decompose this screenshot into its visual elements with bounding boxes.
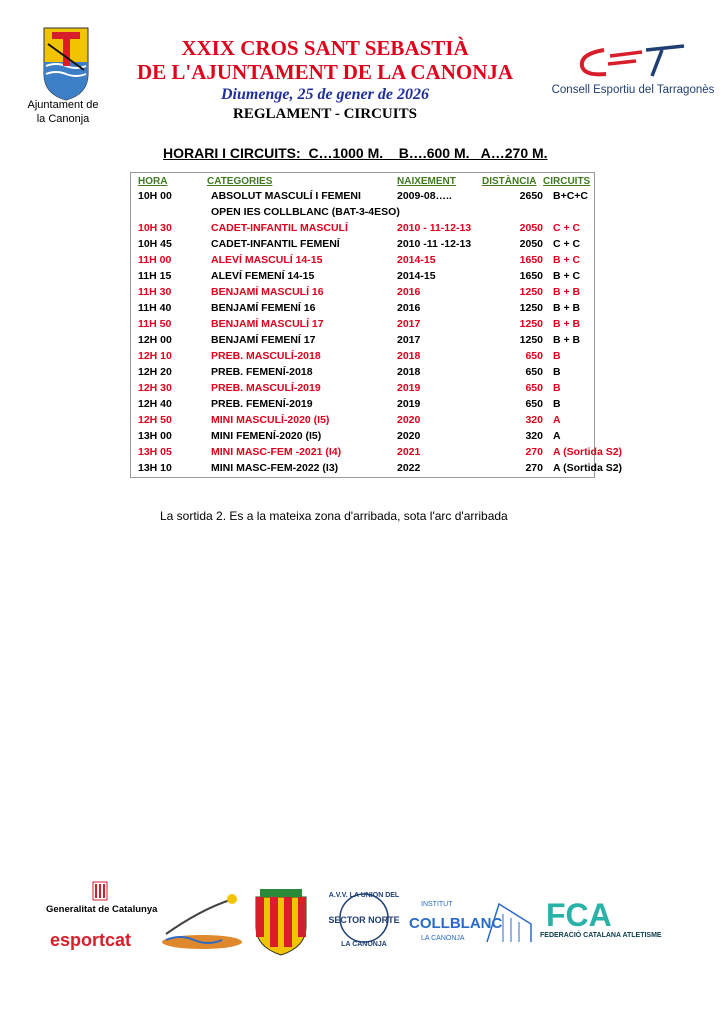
cell-hora: 12H 10 <box>138 350 172 362</box>
collblanc-top-text: INSTITUT <box>421 901 453 908</box>
collblanc-bottom-text: LA CANONJA <box>421 935 465 942</box>
table-row <box>131 462 623 478</box>
cell-circuits: B + B <box>553 318 581 330</box>
document-type: REGLAMENT - CIRCUITS <box>233 106 417 122</box>
cell-naixement: 2016 <box>397 286 421 298</box>
cell-distancia: 1250 <box>519 318 543 330</box>
header-circuits: CIRCUITS <box>543 176 591 187</box>
start-note: La sortida 2. Es a la mateixa zona d'arribada, sota l'arc d'arribada <box>160 509 508 523</box>
cell-distancia: 650 <box>525 382 543 394</box>
table-row <box>131 222 594 238</box>
cell-categoria: BENJAMÍ MASCULÍ 16 <box>211 286 324 298</box>
cell-distancia: 1650 <box>519 254 543 266</box>
consell-esportiu-caption: Consell Esportiu del Tarragonès <box>551 84 715 96</box>
table-row <box>131 254 594 270</box>
event-date: Diumenge, 25 de gener de 2026 <box>221 86 429 103</box>
cell-hora: 10H 45 <box>138 238 172 250</box>
cell-categoria: CADET-INFANTIL FEMENÍ <box>211 238 340 250</box>
table-row <box>131 414 594 430</box>
cell-categoria: MINI MASC-FEM -2021 (I4) <box>211 446 342 458</box>
cell-hora: 11H 15 <box>138 270 172 282</box>
esportcat-logo <box>50 930 131 951</box>
cell-hora: 13H 10 <box>138 462 172 474</box>
cell-categoria: ALEVÍ MASCULÍ 14-15 <box>211 254 323 266</box>
cell-naixement: 2017 <box>397 334 421 346</box>
cell-categoria: ABSOLUT MASCULÍ I FEMENI <box>211 190 361 202</box>
cell-categoria: MINI MASCULÍ-2020 (I5) <box>211 414 330 426</box>
cell-hora: 12H 50 <box>138 414 172 426</box>
fca-caption: FEDERACIÓ CATALANA ATLETISME <box>540 932 662 939</box>
cell-circuits: C + C <box>553 238 581 250</box>
cell-categoria: BENJAMÍ FEMENÍ 16 <box>211 302 316 314</box>
cell-distancia: 1250 <box>519 334 543 346</box>
cell-naixement: 2020 <box>397 430 421 442</box>
cell-distancia: 650 <box>525 366 543 378</box>
consell-esportiu-logo <box>572 42 692 82</box>
cell-circuits: A (Sortida S2) <box>553 446 623 458</box>
sector-label: SECTOR NORTE <box>328 915 400 925</box>
cell-naixement: 2009-08….. <box>397 190 452 202</box>
cell-categoria: CADET-INFANTIL MASCULÍ <box>211 222 348 234</box>
cell-naixement: 2010 - 11-12-13 <box>397 222 472 234</box>
table-row <box>131 318 594 334</box>
cell-circuits: A <box>553 430 561 442</box>
header-hora: HORA <box>138 176 168 187</box>
header-distancia: DISTÀNCIA <box>482 176 537 187</box>
ajuntament-caption-line1: Ajuntament de <box>27 99 99 111</box>
cell-hora: 12H 20 <box>138 366 172 378</box>
cell-circuits: B + B <box>553 286 581 298</box>
cell-distancia: 2650 <box>519 190 543 202</box>
table-row <box>131 350 594 366</box>
cell-naixement: 2021 <box>397 446 421 458</box>
cell-hora: 11H 00 <box>138 254 172 266</box>
cell-naixement: 2014-15 <box>397 270 436 282</box>
cell-categoria: OPEN IES COLLBLANC (BAT-3-4ESO) <box>211 206 400 218</box>
canonja-shield-logo <box>250 887 312 957</box>
table-row <box>131 302 594 318</box>
event-title-line2: DE L'AJUNTAMENT DE LA CANONJA <box>136 60 514 84</box>
cell-distancia: 320 <box>525 414 543 426</box>
header-naixement: NAIXEMENT <box>397 176 456 187</box>
cell-naixement: 2022 <box>397 462 421 474</box>
table-row <box>131 270 594 286</box>
cell-hora: 12H 40 <box>138 398 172 410</box>
generalitat-label: Generalitat de Catalunya <box>46 904 158 915</box>
cell-naixement: 2014-15 <box>397 254 436 266</box>
cell-distancia: 650 <box>525 398 543 410</box>
ajuntament-caption <box>14 98 112 126</box>
sector-top-text: A.V.V. LA UNION DEL <box>328 892 400 899</box>
cell-distancia: 1650 <box>519 270 543 282</box>
cell-naixement: 2018 <box>397 366 421 378</box>
cell-circuits: A <box>553 414 561 426</box>
cell-distancia: 2050 <box>519 238 543 250</box>
event-title-line1: XXIX CROS SANT SEBASTIÀ <box>181 36 469 60</box>
collblanc-label: COLLBLANC <box>409 915 503 932</box>
cell-distancia: 2050 <box>519 222 543 234</box>
cell-categoria: PREB. FEMENÍ-2019 <box>211 398 313 410</box>
fca-label: FCA <box>546 897 612 933</box>
cell-hora: 11H 50 <box>138 318 172 330</box>
cell-circuits: B + B <box>553 302 581 314</box>
cell-hora: 12H 30 <box>138 382 172 394</box>
sector-norte-logo <box>326 888 402 950</box>
cell-categoria: PREB. MASCULÍ-2018 <box>211 350 321 362</box>
table-row <box>131 366 594 382</box>
cell-circuits: B <box>553 382 561 394</box>
sector-bottom-text: LA CANONJA <box>341 941 387 948</box>
table-row <box>131 382 594 398</box>
cell-distancia: 1250 <box>519 302 543 314</box>
cell-distancia: 1250 <box>519 286 543 298</box>
cell-circuits: B + B <box>553 334 581 346</box>
table-row <box>131 430 594 446</box>
table-row <box>131 190 594 206</box>
cell-naixement: 2019 <box>397 398 421 410</box>
cell-hora: 11H 30 <box>138 286 172 298</box>
table-row <box>131 206 594 222</box>
cell-hora: 13H 00 <box>138 430 172 442</box>
cell-naixement: 2018 <box>397 350 421 362</box>
cell-hora: 13H 05 <box>138 446 172 458</box>
header-categories: CATEGORIES <box>207 176 273 187</box>
cell-categoria: PREB. FEMENÍ-2018 <box>211 366 313 378</box>
cell-distancia: 320 <box>525 430 543 442</box>
cell-distancia: 650 <box>525 350 543 362</box>
ajuntament-caption-line2: la Canonja <box>36 113 90 125</box>
cell-circuits: B <box>553 366 561 378</box>
institut-collblanc-logo <box>407 894 533 948</box>
cell-naixement: 2020 <box>397 414 421 426</box>
cell-circuits: B <box>553 398 561 410</box>
relay-drawing-logo <box>160 890 244 950</box>
cell-categoria: PREB. MASCULÍ-2019 <box>211 382 321 394</box>
cell-naixement: 2019 <box>397 382 421 394</box>
cell-categoria: BENJAMÍ FEMENÍ 17 <box>211 334 316 346</box>
cell-circuits: B + C <box>553 254 581 266</box>
section-heading: HORARI I CIRCUITS: C…1000 M. B….600 M. A…270 M. <box>163 145 548 161</box>
cell-naixement: 2017 <box>397 318 421 330</box>
cell-distancia: 270 <box>525 462 543 474</box>
cell-categoria: MINI MASC-FEM-2022 (I3) <box>211 462 339 474</box>
cell-naixement: 2016 <box>397 302 421 314</box>
cell-naixement: 2010 -11 -12-13 <box>397 238 472 250</box>
cell-circuits: B+C+C <box>553 190 589 202</box>
cell-categoria: BENJAMÍ MASCULÍ 17 <box>211 318 324 330</box>
cell-circuits: B + C <box>553 270 581 282</box>
esportcat-label: esportcat <box>50 930 132 950</box>
table-row <box>131 398 594 414</box>
cell-circuits: B <box>553 350 561 362</box>
cell-categoria: MINI FEMENÍ-2020 (I5) <box>211 430 322 442</box>
cell-categoria: ALEVÍ FEMENÍ 14-15 <box>211 270 315 282</box>
cell-hora: 10H 30 <box>138 222 172 234</box>
cell-circuits: A (Sortida S2) <box>553 462 623 474</box>
cell-hora: 12H 00 <box>138 334 172 346</box>
table-row <box>131 446 623 462</box>
cell-hora: 10H 00 <box>138 190 172 202</box>
table-row <box>131 238 594 254</box>
cell-distancia: 270 <box>525 446 543 458</box>
cell-circuits: C + C <box>553 222 581 234</box>
cell-hora: 11H 40 <box>138 302 172 314</box>
table-row <box>131 286 594 302</box>
table-row <box>131 334 594 350</box>
